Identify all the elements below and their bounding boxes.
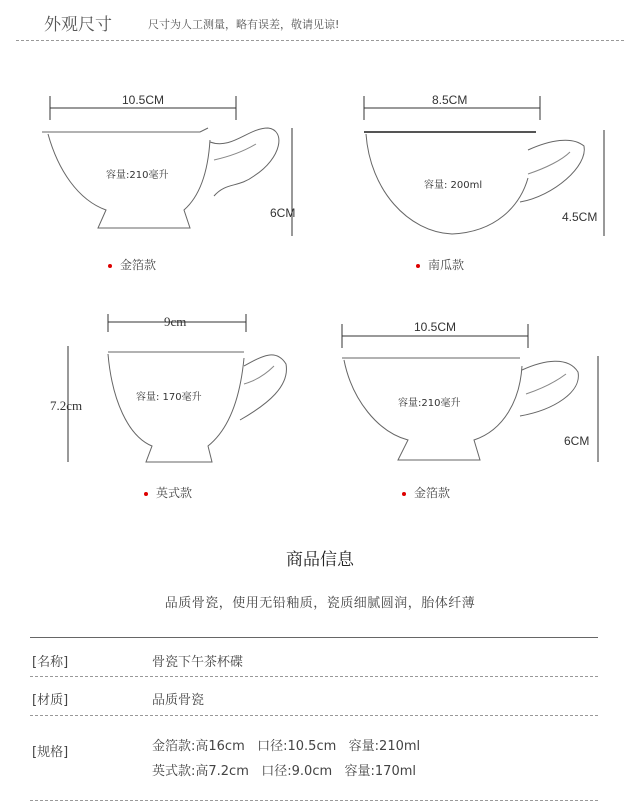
cup3-capacity: 容量: 170毫升 <box>136 392 202 403</box>
cup4-height-label: 6CM <box>564 434 590 448</box>
measurement-note: 尺寸为人工测量，略有误差，敬请见谅! <box>148 18 340 31</box>
info-table-top-rule <box>30 637 598 638</box>
bullet-dot <box>416 264 420 268</box>
info-row-divider <box>30 715 598 716</box>
cup3-model-caption: 英式款 <box>144 484 192 501</box>
info-row-divider <box>30 676 598 677</box>
cup4-model-caption: 金箔款 <box>402 484 450 501</box>
cup2-width-label: 8.5CM <box>432 93 468 107</box>
bullet-dot <box>402 492 406 496</box>
cup2-capacity: 容量: 200ml <box>424 180 483 191</box>
cup1-model-caption: 金箔款 <box>108 256 156 273</box>
product-info-subtitle: 品质骨瓷，使用无铅釉质，瓷质细腻圆润，胎体纤薄 <box>164 596 476 611</box>
info-value-spec-english: 英式款:高7.2cm 口径:9.0cm 容量:170ml <box>152 764 416 779</box>
cup2-height-label: 4.5CM <box>562 210 598 224</box>
info-table-bottom-rule <box>30 800 598 801</box>
cup4-capacity: 容量:210毫升 <box>398 398 461 409</box>
cup3-height-label: 7.2cm <box>50 398 83 413</box>
cup4-width-label: 10.5CM <box>414 320 457 334</box>
cup2-model-caption: 南瓜款 <box>416 256 464 273</box>
cup3-width-label: 9cm <box>164 314 187 329</box>
cup1-capacity: 容量:210毫升 <box>106 170 169 181</box>
info-label-name: [名称] <box>32 655 69 670</box>
product-info-title: 商品信息 <box>286 550 354 570</box>
bullet-dot <box>108 264 112 268</box>
info-label-spec: [规格] <box>32 745 69 760</box>
cup-gold-leaf-2-drawing <box>342 324 598 462</box>
section-title-appearance: 外观尺寸 <box>44 15 112 35</box>
cup1-width-label: 10.5CM <box>122 93 165 107</box>
cup1-height-label: 6CM <box>270 206 296 220</box>
bullet-dot <box>144 492 148 496</box>
info-value-material: 品质骨瓷 <box>152 693 205 708</box>
info-label-material: [材质] <box>32 693 69 708</box>
info-value-name: 骨瓷下午茶杯碟 <box>152 655 244 670</box>
info-value-spec-gold: 金箔款:高16cm 口径:10.5cm 容量:210ml <box>152 739 421 754</box>
